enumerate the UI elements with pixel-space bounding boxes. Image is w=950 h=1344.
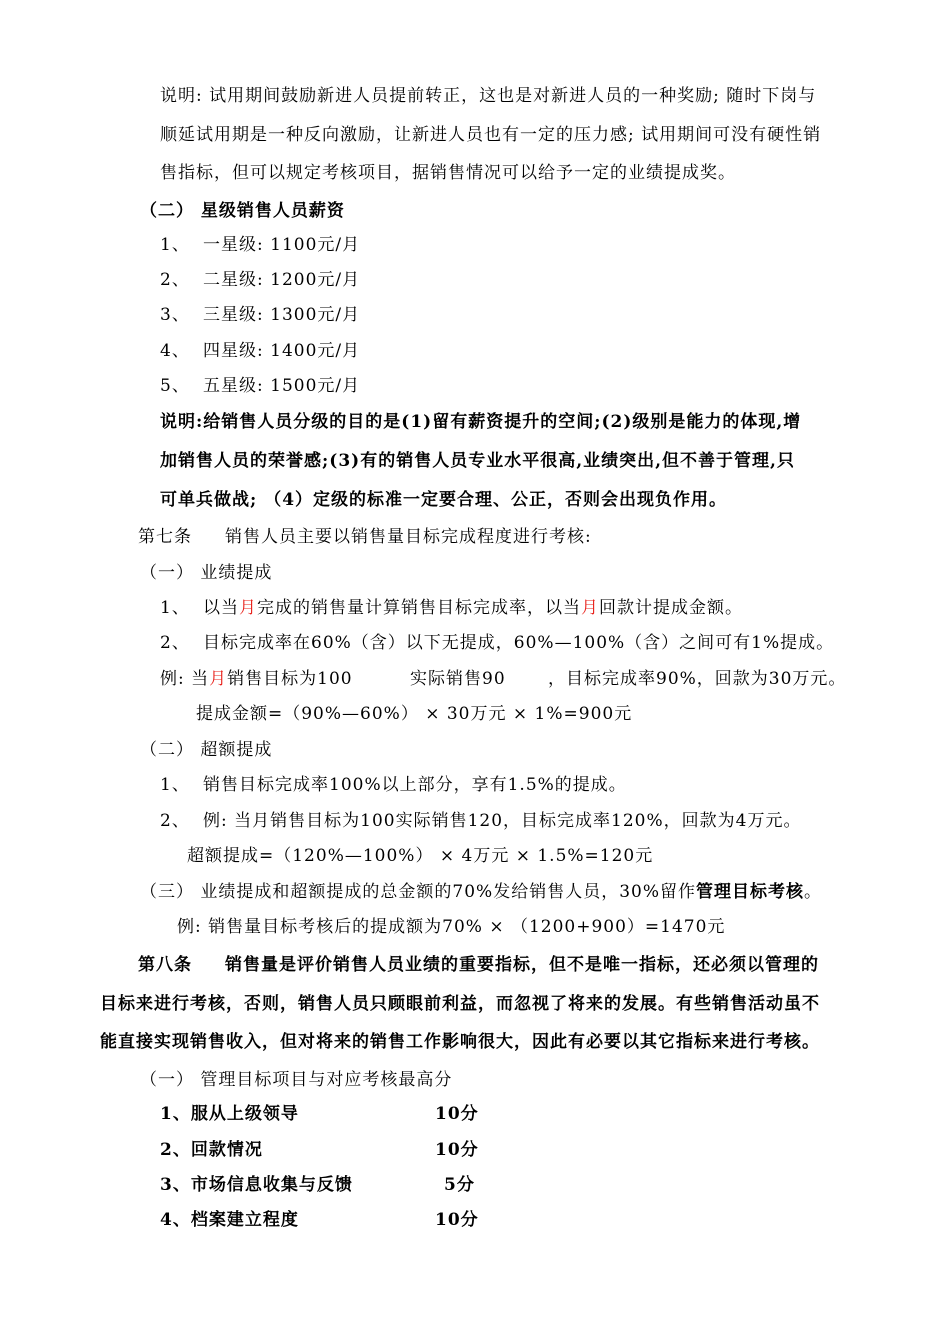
sec1-item1-part-c: 回款计提成金额。	[599, 598, 743, 618]
mgmt-item-score-3: 5分	[444, 1175, 475, 1195]
star-item-num-5: 5、	[160, 376, 190, 396]
mgmt-item-score-1: 10分	[435, 1104, 479, 1124]
star-item-text-3: 三星级: 1300元/月	[203, 305, 361, 325]
note2-line3: 可单兵做战; （4）定级的标准一定要合理、公正，否则会出现负作用。	[160, 490, 728, 510]
sec1-item1-part-b: 完成的销售量计算销售目标完成率，以当	[257, 598, 581, 618]
star-item-num-1: 1、	[160, 235, 190, 255]
star-salary-heading: （二） 星级销售人员薪资	[140, 201, 345, 221]
sec1-item2-num: 2、	[160, 633, 190, 653]
star-item-num-2: 2、	[160, 270, 190, 290]
sec1-item1	[203, 596, 743, 620]
sec1-item1-month-1: 月	[239, 598, 257, 618]
sec1-item1-month-2: 月	[581, 598, 599, 618]
sec2-heading: （二） 超额提成	[140, 740, 273, 760]
note2-line2: 加销售人员的荣誉感;(3)有的销售人员专业水平很高,业绩突出,但不善于管理,只	[160, 451, 795, 471]
mgmt-item-label-3: 3、市场信息收集与反馈	[160, 1175, 353, 1195]
article7-title: 第七条	[138, 527, 192, 547]
star-item-num-4: 4、	[160, 341, 190, 361]
sec2-calc: 超额提成=（120%—100%） × 4万元 × 1.5%=120元	[187, 846, 654, 866]
note2-line1: 说明:给销售人员分级的目的是(1)留有薪资提升的空间;(2)级别是能力的体现,增	[160, 412, 802, 432]
note1-line3: 售指标，但可以规定考核项目，据销售情况可以给予一定的业绩提成奖。	[160, 163, 736, 183]
sec1-item1-num: 1、	[160, 598, 190, 618]
sec1-calc: 提成金额=（90%—60%） × 30万元 × 1%=900元	[196, 704, 633, 724]
note1-line2: 顺延试用期是一种反向激励，让新进人员也有一定的压力感; 试用期间可没有硬性销	[160, 125, 822, 145]
note1-line1: 说明: 试用期间鼓励新进人员提前转正，这也是对新进人员的一种奖励; 随时下岗与	[160, 86, 817, 106]
sec1-heading: （一） 业绩提成	[140, 563, 273, 583]
sec2-item1-text: 销售目标完成率100%以上部分，享有1.5%的提成。	[203, 775, 627, 795]
article8-line2: 目标来进行考核，否则，销售人员只顾眼前利益，而忽视了将来的发展。有些销售活动虽不	[100, 994, 820, 1014]
star-item-num-3: 3、	[160, 305, 190, 325]
star-item-text-1: 一星级: 1100元/月	[203, 235, 361, 255]
mgmt-item-score-4: 10分	[435, 1210, 479, 1230]
sec1-example-part-a: 例: 当	[160, 669, 210, 689]
mgmt-item-score-2: 10分	[435, 1140, 479, 1160]
article7-text: 销售人员主要以销售量目标完成程度进行考核:	[225, 527, 592, 547]
sec3-text-bold: 管理目标考核	[695, 882, 804, 902]
sec1-example-target: 销售目标为100	[227, 669, 353, 689]
article8-title: 第八条	[138, 955, 192, 975]
sec1-example-month: 月	[209, 669, 228, 689]
sec1-item1-part-a: 以当	[203, 598, 239, 618]
star-item-text-5: 五星级: 1500元/月	[203, 376, 361, 396]
sec2-item2-text: 例: 当月销售目标为100实际销售120，目标完成率120%，回款为4万元。	[203, 811, 802, 831]
sec2-item2-num: 2、	[160, 811, 190, 831]
star-item-text-4: 四星级: 1400元/月	[203, 341, 361, 361]
star-item-text-2: 二星级: 1200元/月	[203, 270, 361, 290]
sec1-item2-text: 目标完成率在60%（含）以下无提成，60%—100%（含）之间可有1%提成。	[203, 633, 835, 653]
mgmt-item-label-2: 2、回款情况	[160, 1140, 263, 1160]
sec3-example: 例: 销售量目标考核后的提成额为70% × （1200+900）=1470元	[177, 917, 726, 937]
sec1-example-actual: 实际销售90	[410, 669, 506, 689]
sec3-text	[140, 880, 822, 904]
mgmt-heading: （一） 管理目标项目与对应考核最高分	[140, 1070, 453, 1090]
article8-line1: 销售量是评价销售人员业绩的重要指标，但不是唯一指标，还必须以管理的	[225, 955, 819, 975]
sec1-example	[160, 667, 353, 691]
sec3-text-part-c: 。	[803, 882, 822, 902]
mgmt-item-label-1: 1、服从上级领导	[160, 1104, 299, 1124]
sec2-item1-num: 1、	[160, 775, 190, 795]
article8-line3: 能直接实现销售收入，但对将来的销售工作影响很大，因此有必要以其它指标来进行考核。	[100, 1032, 820, 1052]
mgmt-item-label-4: 4、档案建立程度	[160, 1210, 299, 1230]
sec3-text-part-a: （三） 业绩提成和超额提成的总金额的70%发给销售人员，30%留作	[140, 882, 696, 902]
sec1-example-result: ，目标完成率90%，回款为30万元。	[548, 669, 847, 689]
